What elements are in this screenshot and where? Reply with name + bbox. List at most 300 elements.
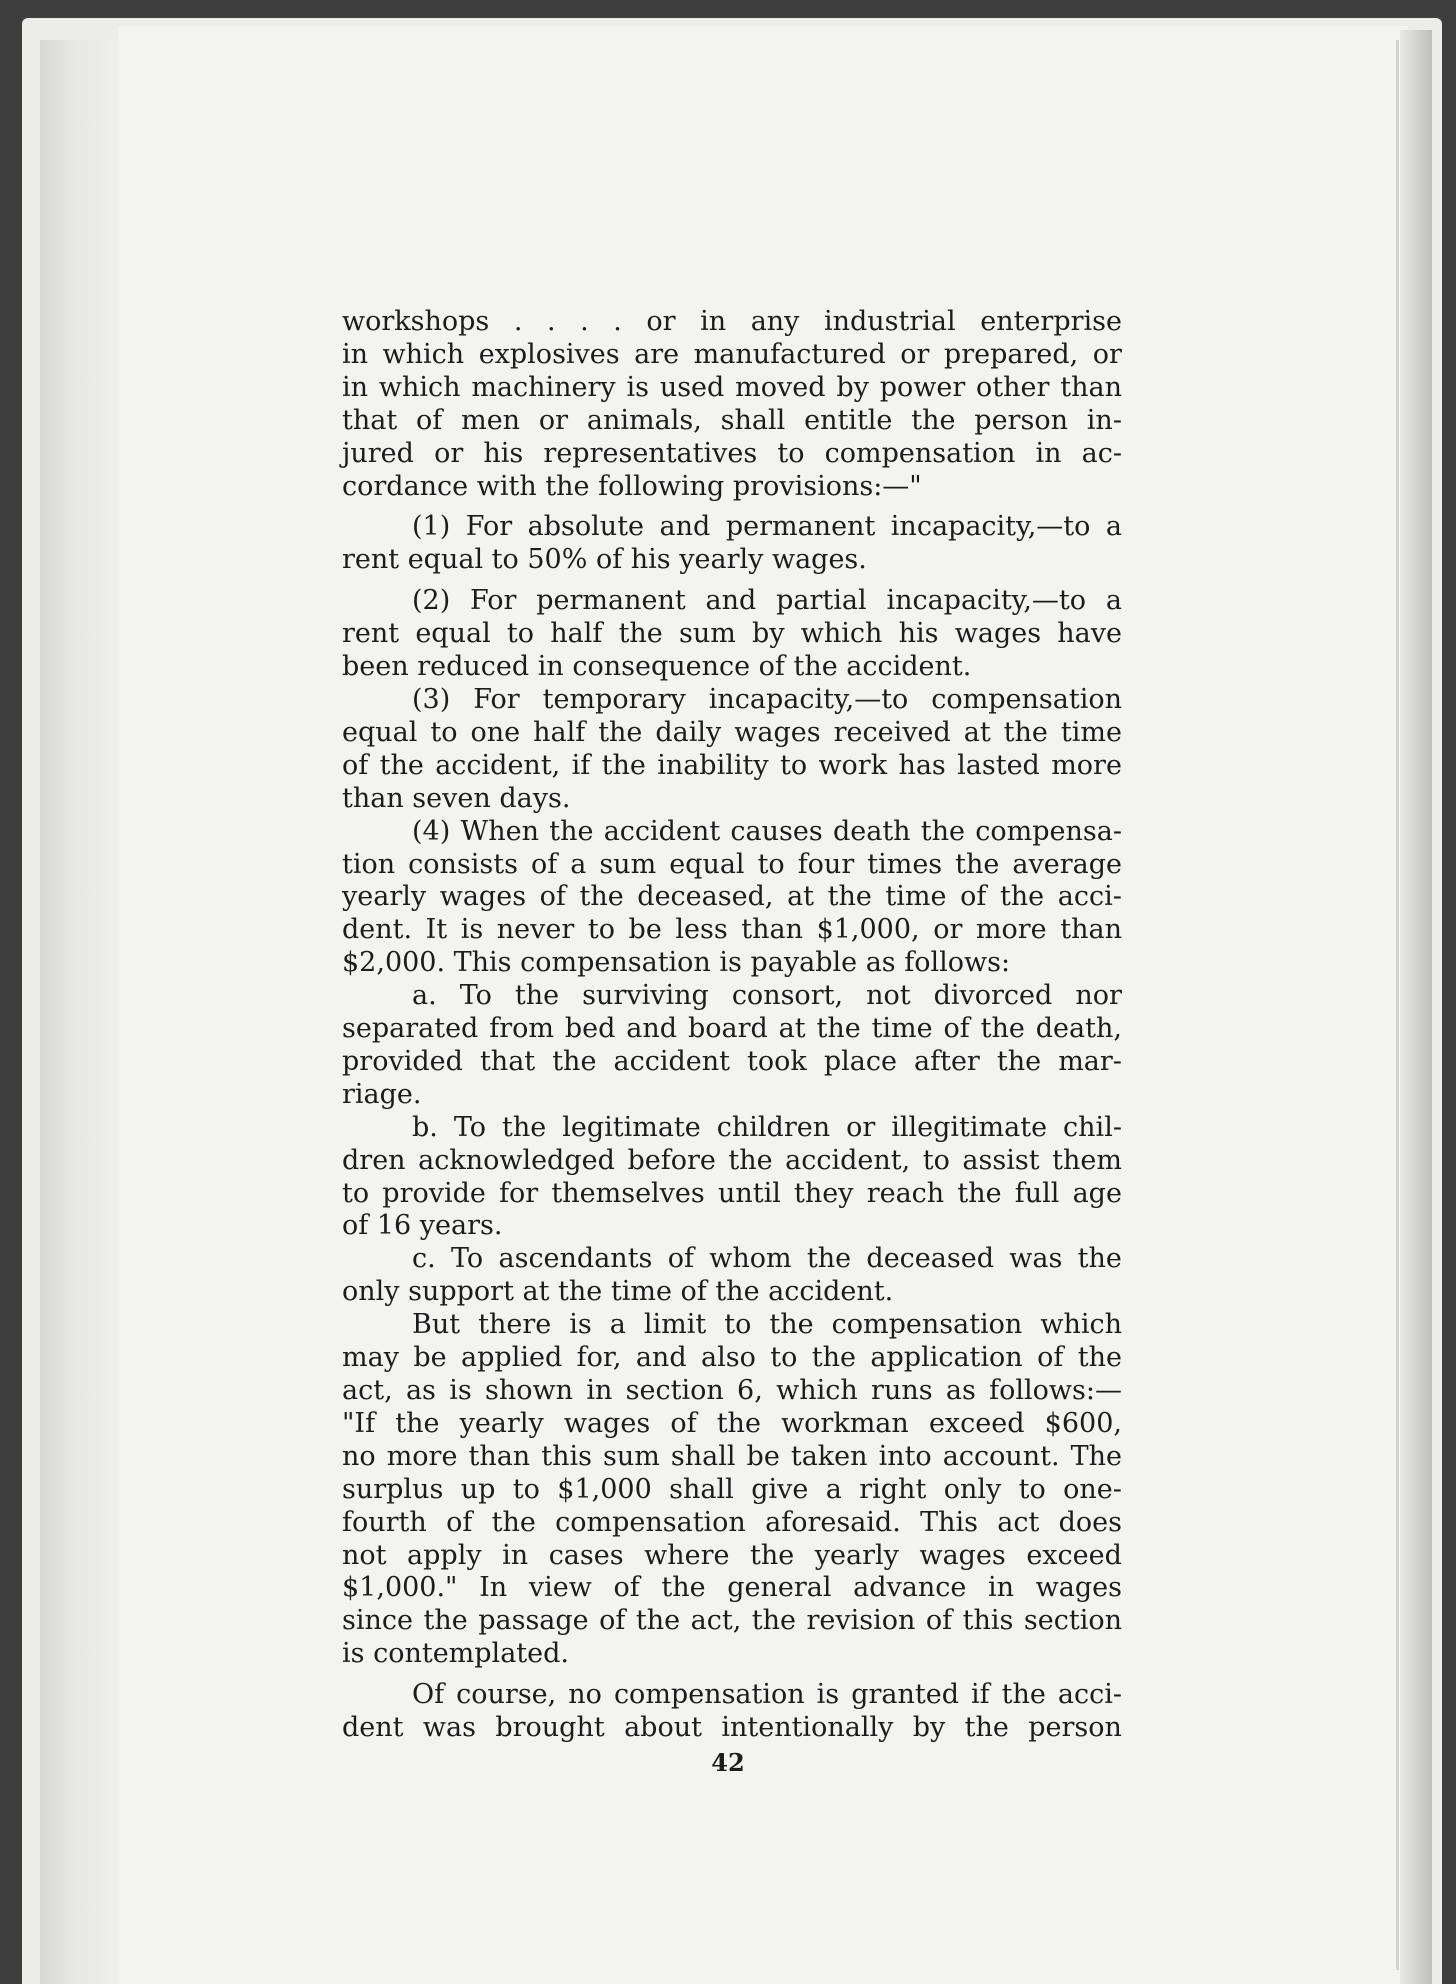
text-line — [342, 1243, 1122, 1276]
word: only — [943, 1473, 1002, 1505]
word: dren — [342, 1144, 406, 1176]
text-line — [342, 544, 1122, 577]
word: of 16 years. — [342, 1210, 503, 1242]
word: taken — [790, 1440, 868, 1472]
word: daily — [655, 716, 722, 748]
word: accident — [613, 1045, 730, 1077]
word: as — [405, 1375, 436, 1406]
word: legitimate — [562, 1111, 701, 1143]
text-line — [342, 980, 1122, 1013]
word: the — [716, 1407, 761, 1439]
word: accident, — [785, 1144, 911, 1176]
text-line — [342, 1112, 1122, 1145]
word: shall — [669, 1473, 734, 1505]
word: compensation — [555, 1506, 746, 1538]
word: be — [746, 1440, 780, 1472]
word: intentionally — [721, 1712, 894, 1744]
word: cordance with the following provisions:—" — [342, 470, 922, 502]
word: riage. — [342, 1078, 422, 1110]
word: compensation — [831, 1309, 1023, 1341]
word: view — [528, 1572, 592, 1604]
text-line — [342, 684, 1122, 717]
word: dent — [342, 1712, 404, 1744]
word: of — [960, 881, 987, 913]
word: right — [859, 1473, 927, 1505]
word: by — [752, 618, 785, 650]
word: not — [342, 1539, 387, 1571]
word: took — [747, 1045, 807, 1077]
word: the — [598, 716, 643, 748]
word: time — [871, 1013, 933, 1045]
word: this — [541, 1440, 592, 1472]
word: average — [1012, 848, 1122, 880]
word: to — [724, 1309, 752, 1341]
word: time — [885, 881, 947, 913]
word: apply — [407, 1539, 482, 1571]
word: the — [601, 749, 646, 781]
word: sum — [603, 1440, 660, 1472]
word: For — [470, 585, 517, 617]
word: if — [571, 749, 591, 781]
word: the — [502, 1111, 547, 1143]
word: which — [776, 1375, 858, 1406]
word: mar- — [1058, 1045, 1122, 1077]
text-line — [342, 1210, 1122, 1243]
text-line — [342, 1375, 1122, 1408]
word: revision — [806, 1605, 916, 1637]
word: of — [530, 848, 558, 880]
word: is — [626, 371, 649, 403]
text-line — [342, 1572, 1122, 1605]
word: separated — [342, 1013, 479, 1045]
word: which — [382, 338, 465, 370]
word: cases — [548, 1539, 624, 1571]
word: . — [546, 306, 556, 337]
word: does — [1058, 1506, 1122, 1538]
word: the — [618, 618, 663, 650]
word: exceed — [928, 1407, 1025, 1439]
word: To — [453, 1111, 487, 1143]
word: the — [635, 1605, 681, 1637]
word: they — [794, 1177, 854, 1209]
text-line — [342, 405, 1122, 438]
word: to — [922, 1144, 950, 1176]
word: surplus — [342, 1473, 444, 1505]
text-line — [342, 306, 1122, 339]
word: be — [413, 1342, 447, 1374]
word: as — [945, 1375, 976, 1406]
text-line — [342, 1712, 1122, 1745]
word: have — [1057, 618, 1122, 650]
text-line — [342, 651, 1122, 684]
word: up — [460, 1473, 496, 1505]
word: is contemplated. — [342, 1638, 569, 1670]
word: a — [825, 1473, 842, 1505]
word: jured — [342, 437, 414, 469]
word: is — [460, 914, 484, 946]
word: sum — [599, 848, 657, 880]
word: shall — [670, 1440, 736, 1472]
word: inability — [657, 749, 769, 781]
word: workshops — [342, 306, 490, 337]
body-text — [342, 306, 1122, 1745]
word: at — [963, 716, 991, 748]
word: runs — [871, 1375, 933, 1406]
word: other — [976, 371, 1050, 403]
word: of — [670, 1407, 697, 1439]
word: In — [479, 1572, 508, 1604]
text-line — [342, 1507, 1122, 1540]
word: b. — [412, 1111, 438, 1143]
word: to — [430, 716, 458, 748]
book-edge-left — [40, 40, 120, 1984]
text-line — [342, 783, 1122, 816]
word: equal — [342, 716, 418, 748]
word: ascendants — [498, 1243, 653, 1275]
word: times — [867, 848, 943, 880]
word: causes — [730, 815, 823, 847]
word: in — [342, 371, 369, 403]
word: no — [342, 1440, 376, 1472]
word: four — [797, 848, 855, 880]
word: about — [624, 1712, 702, 1744]
word: the — [806, 1243, 852, 1275]
word: this — [962, 1605, 1014, 1637]
word: of — [446, 1506, 473, 1538]
word: of — [667, 1243, 694, 1275]
text-line — [342, 1079, 1122, 1112]
word: in — [1035, 437, 1062, 469]
text-line — [342, 947, 1122, 980]
word: death — [832, 815, 911, 847]
text-line — [342, 849, 1122, 882]
word: one- — [1063, 1473, 1122, 1505]
word: them — [1052, 1144, 1122, 1176]
word: of — [1037, 1342, 1064, 1374]
page-number: 42 — [711, 1748, 745, 1777]
word: or — [900, 338, 930, 370]
word: rent equal to 50% of his yearly wages. — [342, 544, 867, 576]
word: also — [701, 1342, 756, 1374]
word: whom — [709, 1243, 792, 1275]
word: advance — [853, 1572, 967, 1604]
word: which — [378, 371, 461, 403]
text-line — [342, 1605, 1122, 1638]
word: the — [1003, 716, 1048, 748]
word: of — [342, 749, 369, 781]
word: application — [870, 1342, 1023, 1374]
word: if — [971, 1679, 990, 1711]
text-line — [342, 816, 1122, 849]
word: the — [750, 1539, 795, 1571]
word: permanent — [536, 585, 686, 617]
word: wages — [919, 1539, 1006, 1571]
word: compensation — [824, 437, 1016, 469]
word: follows:— — [989, 1375, 1122, 1406]
word: representatives — [543, 437, 758, 469]
word: the — [827, 881, 872, 913]
word: until — [717, 1177, 781, 1209]
word: than — [1060, 914, 1122, 946]
word: in — [502, 1539, 529, 1571]
word: a — [1105, 585, 1122, 617]
word: one — [470, 716, 521, 748]
word: wages — [1035, 1572, 1122, 1604]
word: the — [579, 881, 624, 913]
word: yearly — [459, 1407, 544, 1439]
text-line — [342, 1540, 1122, 1573]
word: in- — [1086, 404, 1122, 436]
word: (2) — [412, 585, 451, 617]
word: $2,000. This compensation is payable as follows: — [342, 947, 1011, 979]
word: machinery — [471, 371, 616, 403]
word: applied — [461, 1342, 563, 1374]
word: For — [465, 511, 513, 543]
book-edge-right — [1400, 30, 1432, 1984]
word: themselves — [551, 1177, 705, 1209]
word: was — [422, 1712, 476, 1744]
text-line — [342, 914, 1122, 947]
word: the — [661, 1572, 706, 1604]
text-line — [342, 339, 1122, 372]
text-line — [342, 1276, 1122, 1309]
word: act — [997, 1506, 1040, 1538]
text-line — [342, 471, 1122, 504]
word: more — [386, 1440, 458, 1472]
word: and — [635, 1342, 687, 1374]
text-line — [342, 1408, 1122, 1441]
word: to — [779, 749, 808, 781]
word: or — [538, 404, 569, 436]
word: not — [866, 980, 911, 1012]
word: of — [925, 1605, 953, 1637]
word: permanent — [725, 511, 876, 543]
word: yearly — [342, 881, 427, 913]
word: account. — [942, 1440, 1060, 1472]
word: the — [1077, 1342, 1122, 1374]
word: to — [1018, 1473, 1046, 1505]
word: age — [1072, 1177, 1122, 1209]
word: entitle — [804, 404, 893, 436]
word: For — [473, 683, 520, 715]
word: used — [659, 371, 725, 403]
word: chil- — [1063, 1111, 1122, 1143]
word: equal — [669, 848, 745, 880]
word: acci- — [1057, 1679, 1122, 1711]
word: from — [489, 1013, 554, 1045]
word: board — [687, 1013, 768, 1045]
word: than — [741, 914, 803, 946]
word: the — [957, 1177, 1002, 1209]
word: a — [1105, 511, 1122, 543]
word: the — [999, 881, 1045, 913]
word: the — [964, 1712, 1009, 1744]
word: person — [974, 404, 1068, 436]
word: When — [460, 815, 539, 847]
word: into — [878, 1440, 932, 1472]
word: explosives — [478, 338, 620, 370]
word: c. — [412, 1243, 436, 1275]
word: to — [770, 1342, 798, 1374]
word: or — [1092, 338, 1122, 370]
word: work — [818, 749, 888, 781]
word: wages — [954, 618, 1042, 650]
word: (3) — [412, 683, 451, 715]
word: lasted — [957, 749, 1040, 781]
word: give — [751, 1473, 809, 1505]
word: be — [628, 914, 662, 946]
word: It — [425, 914, 448, 946]
word: bed — [564, 1013, 616, 1045]
word: is — [569, 1309, 592, 1341]
word: rent — [342, 618, 400, 650]
word: tion — [342, 848, 396, 880]
word: never — [496, 914, 575, 946]
text-line — [342, 1342, 1122, 1375]
word: men — [461, 404, 521, 436]
word: nor — [1075, 980, 1122, 1012]
word: in — [342, 338, 369, 370]
word: the — [1001, 1679, 1046, 1711]
word: manufactured — [693, 338, 886, 370]
word: enterprise — [980, 306, 1122, 337]
word: partial — [776, 585, 867, 617]
page-fold — [1396, 40, 1399, 1970]
word: the — [423, 1605, 468, 1637]
word: moved — [735, 371, 826, 403]
word: received — [833, 716, 951, 748]
word: ac- — [1081, 437, 1122, 469]
word: the — [549, 815, 594, 847]
word: since — [342, 1605, 413, 1637]
word: "If — [342, 1407, 376, 1439]
word: any — [750, 306, 800, 337]
word: the — [728, 1144, 773, 1176]
word: animals, — [586, 404, 702, 436]
word: the — [996, 1045, 1042, 1077]
word: of — [599, 1605, 626, 1637]
word: for, — [576, 1342, 622, 1374]
word: been reduced in consequence of the accident. — [342, 651, 972, 683]
text-line — [342, 1145, 1122, 1178]
text-line — [342, 1309, 1122, 1342]
word: $1,000 — [557, 1473, 652, 1505]
word: that — [342, 404, 398, 436]
word: to — [342, 1177, 370, 1209]
word: brought — [495, 1712, 605, 1744]
word: wages — [563, 1407, 651, 1439]
word: person — [1028, 1712, 1122, 1744]
word: the — [1077, 1243, 1122, 1275]
word: at — [787, 881, 815, 913]
word: deceased, — [637, 881, 774, 913]
word: the — [980, 1013, 1025, 1045]
word: the — [395, 1407, 440, 1439]
word: shall — [720, 404, 786, 436]
word: to — [512, 1473, 540, 1505]
word: compensa- — [975, 815, 1122, 847]
word: his — [483, 437, 524, 469]
word: a. — [412, 980, 437, 1012]
word: the — [491, 1506, 536, 1538]
word: aforesaid. — [765, 1506, 901, 1538]
word: the — [816, 1013, 861, 1045]
word: $600, — [1044, 1407, 1122, 1439]
word: death, — [1035, 1013, 1122, 1045]
word: To — [451, 1243, 484, 1275]
word: . — [580, 306, 589, 337]
text-line — [342, 1474, 1122, 1507]
word: to — [777, 437, 805, 469]
text-line — [342, 1013, 1122, 1046]
word: consists — [408, 848, 518, 880]
word: section — [1023, 1605, 1122, 1637]
word: reach — [866, 1177, 945, 1209]
word: sum — [678, 618, 736, 650]
word: fourth — [342, 1506, 427, 1538]
text-line — [342, 511, 1122, 544]
word: passage — [478, 1605, 589, 1637]
word: This — [920, 1506, 978, 1538]
word: dent. — [342, 914, 413, 946]
word: incapacity,—to — [708, 683, 909, 715]
word: and — [705, 585, 757, 617]
word: But — [412, 1309, 461, 1341]
word: more — [975, 914, 1047, 946]
word: the — [769, 1309, 814, 1341]
word: full — [1014, 1177, 1060, 1209]
word: act, — [690, 1605, 742, 1637]
word: wages — [439, 881, 527, 913]
word: accident, — [435, 749, 561, 781]
word: shown — [485, 1375, 574, 1406]
word: which — [1040, 1309, 1122, 1341]
word: or — [933, 914, 963, 946]
word: prepared, — [943, 338, 1079, 370]
word: industrial — [823, 306, 956, 337]
word: where — [644, 1539, 730, 1571]
word: The — [1070, 1440, 1122, 1472]
word: act, — [342, 1375, 393, 1406]
word: by — [912, 1712, 946, 1744]
word: before — [627, 1144, 716, 1176]
text-line — [342, 1441, 1122, 1474]
word: the — [379, 749, 424, 781]
word: to — [757, 848, 785, 880]
word: . — [613, 306, 622, 337]
word: time — [1060, 716, 1122, 748]
word: 6, — [737, 1375, 763, 1406]
word: less — [675, 914, 728, 946]
word: that — [479, 1045, 536, 1077]
word: is — [449, 1375, 472, 1406]
word: than — [468, 1440, 531, 1472]
word: illegitimate — [891, 1111, 1048, 1143]
word: only support at the time of the accident. — [342, 1276, 894, 1308]
word: is — [816, 1679, 840, 1711]
word: or — [646, 306, 676, 337]
word: the — [955, 848, 1000, 880]
word: of — [416, 404, 443, 436]
word: surviving — [582, 980, 709, 1012]
text-line — [342, 1178, 1122, 1211]
word: limit — [643, 1309, 707, 1341]
word: divorced — [933, 980, 1053, 1012]
word: accident — [603, 815, 721, 847]
text-line — [342, 438, 1122, 471]
word: are — [634, 338, 680, 370]
word: of — [943, 1013, 970, 1045]
